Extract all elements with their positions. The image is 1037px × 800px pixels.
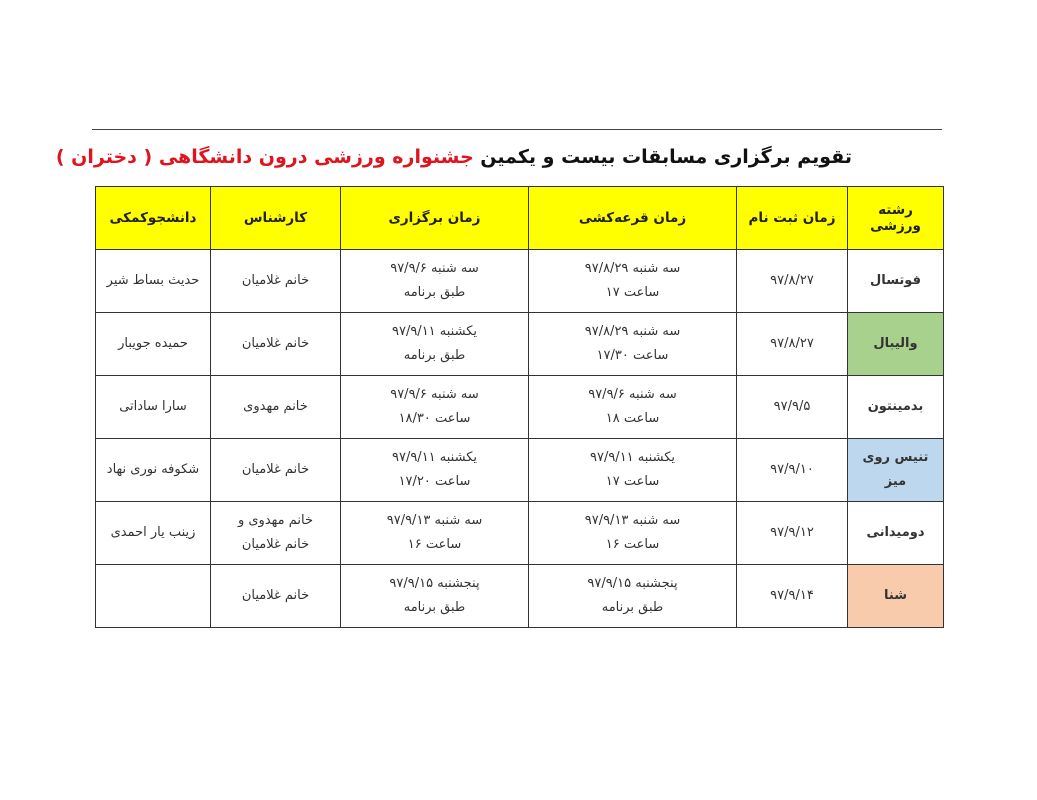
draw-cell <box>529 376 737 439</box>
draw-date: سه شنبه ۹۷/۸/۲۹ <box>584 261 681 276</box>
expert-cell <box>211 250 341 313</box>
assistant-cell: شکوفه نوری نهاد <box>96 439 211 502</box>
event-date: سه شنبه ۹۷/۹/۱۳ <box>386 513 483 528</box>
registration-cell: ۹۷/۸/۲۷ <box>737 313 848 376</box>
table-row <box>96 250 944 313</box>
assistant-cell: زینب یار احمدی <box>96 502 211 565</box>
event-time: طبق برنامه <box>403 600 466 615</box>
header-event: زمان برگزاری <box>341 187 529 250</box>
draw-cell <box>529 565 737 628</box>
event-cell <box>341 565 529 628</box>
event-date: سه شنبه ۹۷/۹/۶ <box>390 261 479 276</box>
draw-time: ساعت ۱۷ <box>605 474 660 489</box>
draw-time: طبق برنامه <box>601 600 664 615</box>
draw-cell <box>529 439 737 502</box>
event-time: ساعت ۱۷/۲۰ <box>398 474 471 489</box>
schedule-table <box>95 186 944 628</box>
expert-cell <box>211 439 341 502</box>
event-time: طبق برنامه <box>403 285 466 300</box>
table-row <box>96 313 944 376</box>
event-time: طبق برنامه <box>403 348 466 363</box>
expert-name: خانم مهدوی <box>243 399 308 414</box>
event-cell <box>341 313 529 376</box>
assistant-cell <box>96 565 211 628</box>
draw-time: ساعت ۱۸ <box>605 411 660 426</box>
draw-time: ساعت ۱۷ <box>605 285 660 300</box>
event-cell <box>341 376 529 439</box>
table-row <box>96 502 944 565</box>
sport-cell: فوتسال <box>848 250 944 313</box>
expert-name: خانم غلامیان <box>241 273 310 288</box>
expert-name: خانم مهدوی و <box>237 513 314 528</box>
draw-date: سه شنبه ۹۷/۸/۲۹ <box>584 324 681 339</box>
header-sport: رشته ورزشی <box>848 187 944 250</box>
expert-name: خانم غلامیان <box>241 588 310 603</box>
sport-cell: بدمینتون <box>848 376 944 439</box>
sport-cell: تنیس روی میز <box>848 439 944 502</box>
expert-name: خانم غلامیان <box>241 537 310 552</box>
draw-time: ساعت ۱۷/۳۰ <box>596 348 669 363</box>
event-date: پنجشنبه ۹۷/۹/۱۵ <box>389 576 480 591</box>
top-divider-line <box>92 129 942 130</box>
draw-date: یکشنبه ۹۷/۹/۱۱ <box>589 450 675 465</box>
registration-cell: ۹۷/۹/۱۴ <box>737 565 848 628</box>
header-assistant: دانشجوکمکی <box>96 187 211 250</box>
registration-cell: ۹۷/۹/۱۲ <box>737 502 848 565</box>
event-date: یکشنبه ۹۷/۹/۱۱ <box>391 324 477 339</box>
draw-date: سه شنبه ۹۷/۹/۱۳ <box>584 513 681 528</box>
table-row <box>96 439 944 502</box>
event-date: سه شنبه ۹۷/۹/۶ <box>390 387 479 402</box>
draw-cell <box>529 502 737 565</box>
header-expert: کارشناس <box>211 187 341 250</box>
expert-cell <box>211 565 341 628</box>
draw-cell <box>529 313 737 376</box>
title-part-black: تقویم برگزاری مسابقات بیست و یکمین <box>480 146 852 168</box>
page-title <box>55 140 852 174</box>
event-time: ساعت ۱۸/۳۰ <box>398 411 471 426</box>
registration-cell: ۹۷/۹/۵ <box>737 376 848 439</box>
draw-date: پنجشنبه ۹۷/۹/۱۵ <box>587 576 678 591</box>
sport-cell: دومیدانی <box>848 502 944 565</box>
expert-name: خانم غلامیان <box>241 336 310 351</box>
draw-time: ساعت ۱۶ <box>605 537 660 552</box>
expert-name: خانم غلامیان <box>241 462 310 477</box>
expert-cell <box>211 376 341 439</box>
table-row <box>96 376 944 439</box>
event-cell <box>341 439 529 502</box>
header-registration: زمان ثبت نام <box>737 187 848 250</box>
expert-cell <box>211 313 341 376</box>
expert-cell <box>211 502 341 565</box>
sport-cell: والیبال <box>848 313 944 376</box>
event-time: ساعت ۱۶ <box>407 537 462 552</box>
draw-cell <box>529 250 737 313</box>
assistant-cell: سارا ساداتی <box>96 376 211 439</box>
title-part-red: جشنواره ورزشی درون دانشگاهی ( دختران ) <box>55 146 474 168</box>
registration-cell: ۹۷/۸/۲۷ <box>737 250 848 313</box>
sport-cell: شنا <box>848 565 944 628</box>
header-row <box>96 187 944 250</box>
header-draw: زمان قرعه‌کشی <box>529 187 737 250</box>
assistant-cell: حمیده جویبار <box>96 313 211 376</box>
table-row <box>96 565 944 628</box>
event-cell <box>341 250 529 313</box>
event-cell <box>341 502 529 565</box>
registration-cell: ۹۷/۹/۱۰ <box>737 439 848 502</box>
event-date: یکشنبه ۹۷/۹/۱۱ <box>391 450 477 465</box>
draw-date: سه شنبه ۹۷/۹/۶ <box>588 387 677 402</box>
assistant-cell: حدیث بساط شیر <box>96 250 211 313</box>
